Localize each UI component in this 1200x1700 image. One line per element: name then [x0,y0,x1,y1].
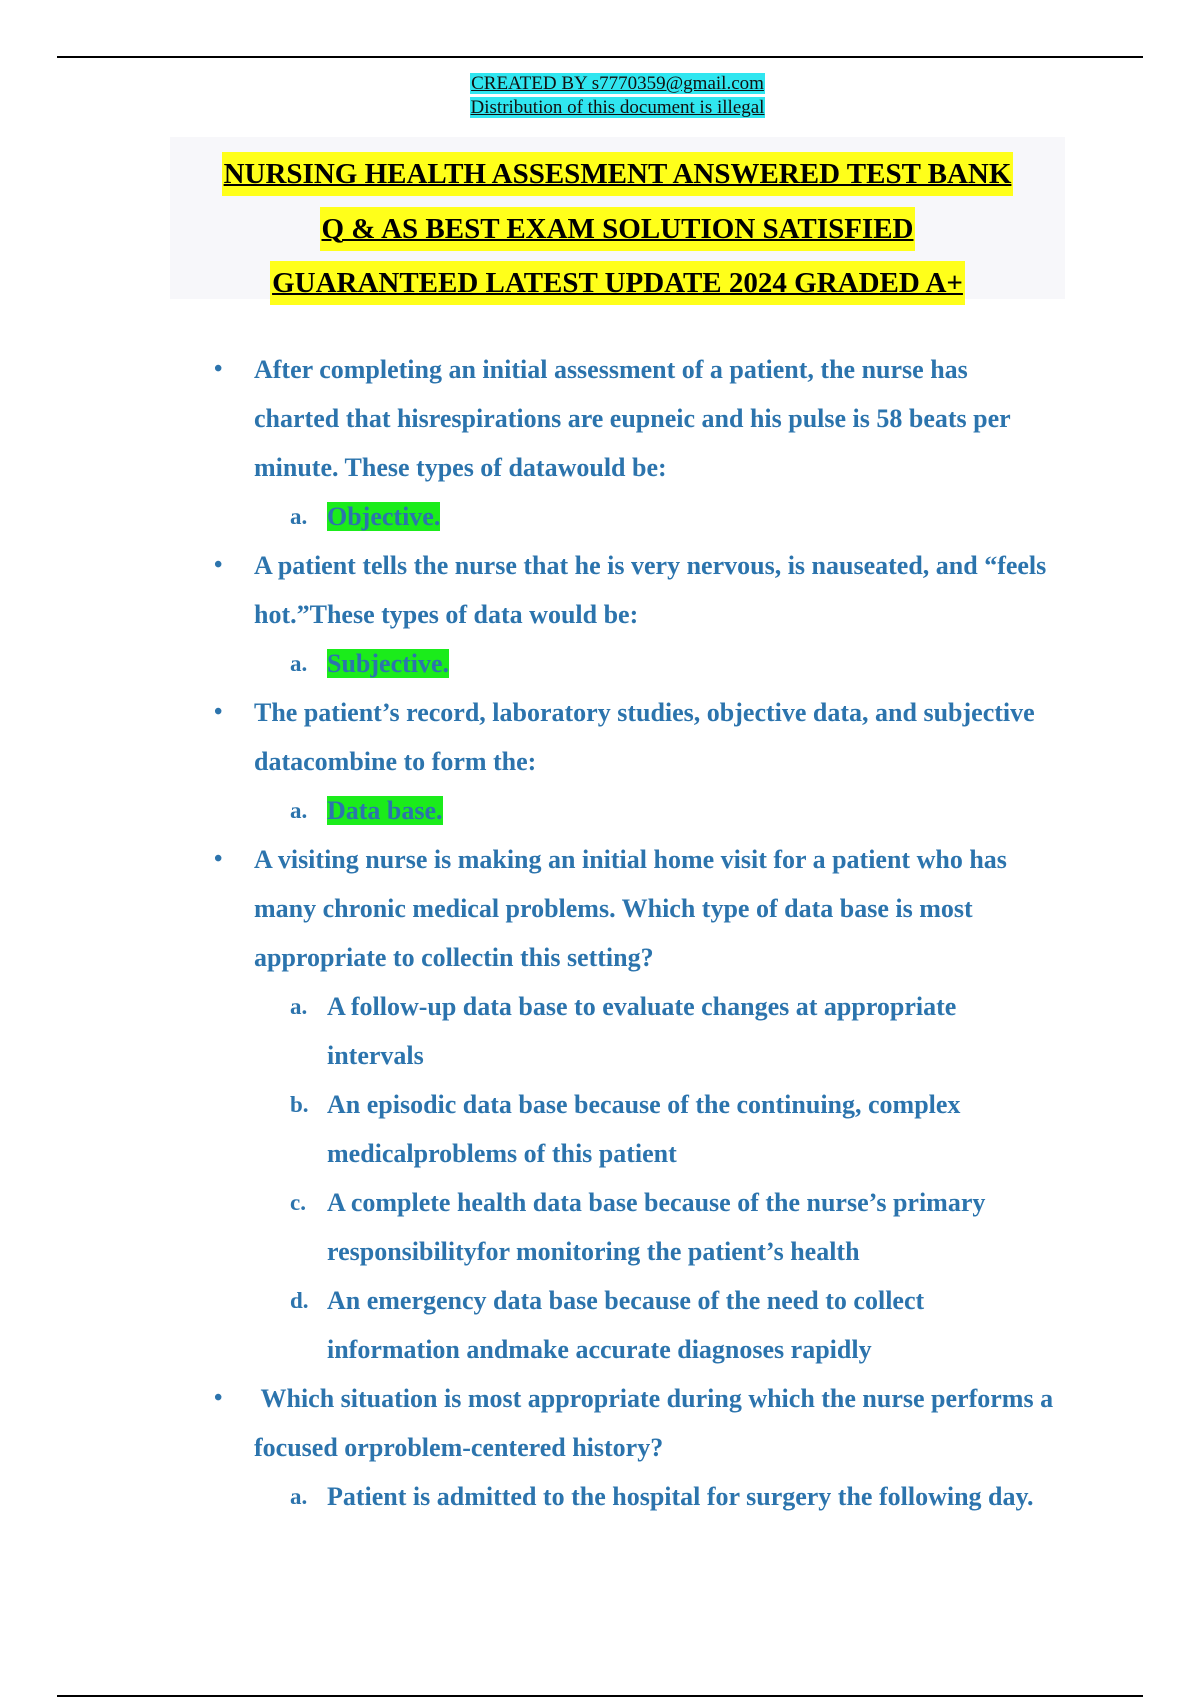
bullet-icon: • [214,846,223,872]
answer-options [254,492,1054,541]
created-by-text: CREATED BY s7770359@gmail.com [471,73,764,94]
option-letter: b. [290,1092,309,1117]
question-item [0,688,1054,835]
document-title-line-2 [0,209,1200,249]
bottom-rule [57,1695,1143,1697]
answer-option [254,982,1042,1080]
option-letter: a. [290,798,308,823]
question-item [0,1374,1060,1521]
option-text: An episodic data base because of the continuing, complex medicalproblems of this patient [327,1090,961,1168]
question-text: A visiting nurse is making an initial home visit for a patient who has many chronic medical problems. Which type of data base is most appropriate to collectin this setting? [254,845,1007,972]
document-title-line-3 [0,263,1200,303]
question-text: The patient’s record, laboratory studies, objective data, and subjective datacombine to form the: [254,698,1035,776]
option-text: An emergency data base because of the need to collect information andmake accurate diagnoses rapidly [327,1286,925,1364]
option-letter: a. [290,504,308,529]
top-rule [57,56,1143,58]
correct-answer-text: Data base. [327,796,443,825]
answer-option [254,1472,1042,1521]
option-letter: c. [290,1190,306,1215]
answer-options [254,1472,1054,1521]
title-line-3-text: GUARANTEED LATEST UPDATE 2024 GRADED A+ [270,261,965,305]
option-letter: d. [290,1288,309,1313]
question-text: A patient tells the nurse that he is very nervous, is nauseated, and “feels hot.”These types of data would be: [254,551,1047,629]
correct-answer-text: Objective. [327,502,441,531]
question-text: After completing an initial assessment of a patient, the nurse has charted that hisrespirations are eupneic and his pulse is 58 beats per minute. These types of datawould be: [254,355,1011,482]
document-title-line-1 [0,154,1200,194]
answer-option [254,1178,1042,1276]
answer-options [254,639,1054,688]
answer-option [254,1080,1042,1178]
question-item [0,345,1054,541]
option-text: A complete health data base because of the nurse’s primary responsibilityfor monitoring the patient’s health [327,1188,986,1266]
option-letter: a. [290,1484,308,1509]
question-item [0,541,1054,688]
option-letter: a. [290,994,308,1019]
answer-option [254,639,1042,688]
title-line-2-text: Q & AS BEST EXAM SOLUTION SATISFIED [320,207,916,251]
question-item [0,835,1054,1374]
bullet-icon: • [214,699,223,725]
question-text: Which situation is most appropriate during which the nurse performs a focused orproblem-centered history? [254,1384,1060,1462]
bullet-icon: • [214,356,223,382]
answer-option [254,1276,1042,1374]
distribution-notice: Distribution of this document is illegal [470,97,765,118]
title-line-1-text: NURSING HEALTH ASSESMENT ANSWERED TEST BANK [222,152,1014,196]
answer-options [254,982,1054,1374]
answer-options [254,786,1054,835]
option-text: A follow-up data base to evaluate changes at appropriate intervals [327,992,957,1070]
option-letter: a. [290,651,308,676]
creator-notice [0,72,1200,120]
option-text: Patient is admitted to the hospital for surgery the following day. [327,1482,1034,1511]
bullet-icon: • [214,1385,223,1411]
answer-option [254,492,1042,541]
answer-option [254,786,1042,835]
bullet-icon: • [214,552,223,578]
question-list [0,345,1200,1521]
correct-answer-text: Subjective. [327,649,450,678]
